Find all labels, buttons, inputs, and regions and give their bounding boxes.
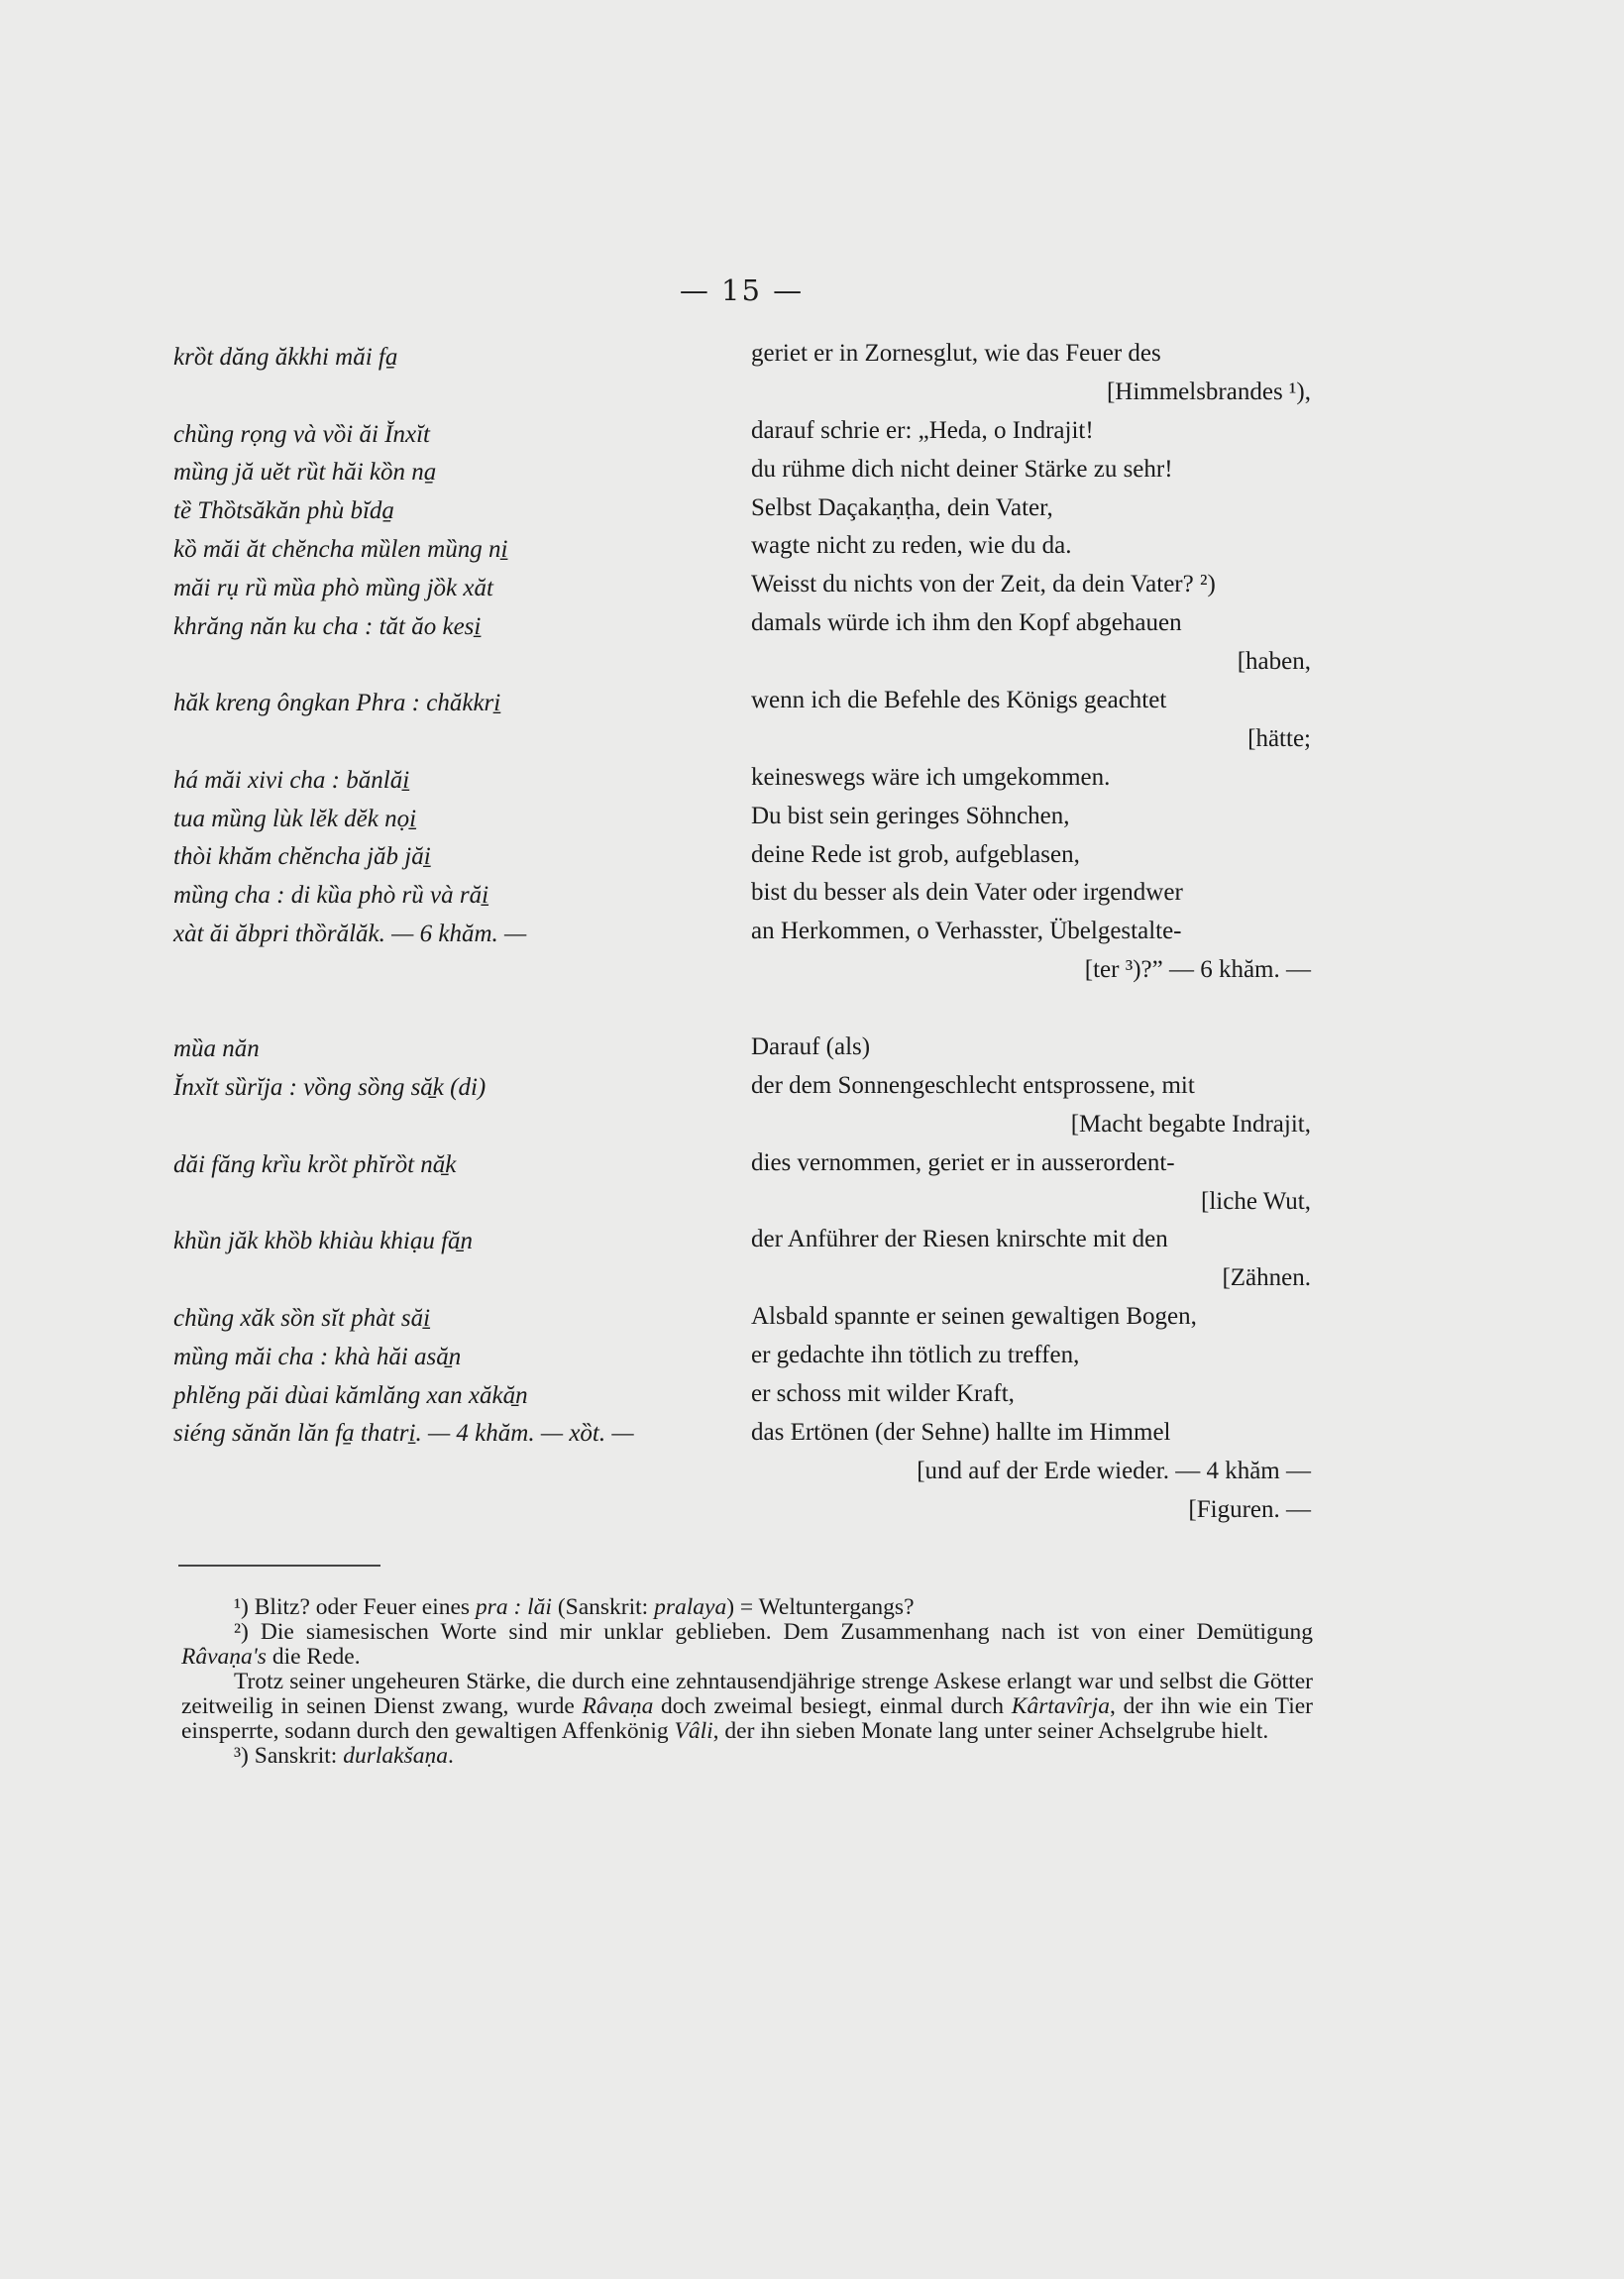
verse-line: Ĭnxĭt sȕrĭja : vȍng sȍng să̱k (di) bbox=[173, 1074, 487, 1102]
footnote-divider bbox=[178, 1565, 380, 1567]
verse-line: chȕng rọng và vȍi ăi Ĭnxĭt bbox=[173, 420, 430, 448]
footnote-term: Râvaṇa bbox=[582, 1693, 654, 1719]
translation-line: [liche Wut, bbox=[1201, 1187, 1311, 1215]
translation-line: [Himmelsbrandes ¹), bbox=[1106, 378, 1311, 405]
footnote-term: Râvaṇa's bbox=[181, 1644, 267, 1670]
translation-line: bist du besser als dein Vater oder irgendwer bbox=[751, 879, 1183, 907]
footnote-text: Blitz? oder Feuer eines bbox=[248, 1594, 476, 1620]
translation-line: er schoss mit wilder Kraft, bbox=[751, 1379, 1015, 1407]
footnote-3 bbox=[181, 1744, 1313, 1769]
verse-line: hăk kreng ôngkan Phra : chăkkri̱ bbox=[173, 690, 501, 717]
translation-line: Selbst Daçakaṇṭha, dein Vater, bbox=[751, 493, 1053, 521]
translation-line: dies vernommen, geriet er in ausserordent- bbox=[751, 1148, 1175, 1176]
footnote-text: Sanskrit: bbox=[248, 1743, 344, 1769]
translation-line: das Ertönen (der Sehne) hallte im Himmel bbox=[751, 1418, 1171, 1446]
translation-line: [hätte; bbox=[1247, 724, 1311, 752]
translation-line: darauf schrie er: „Heda, o Indrajit! bbox=[751, 416, 1094, 444]
verse-line: phlĕng păi dùai kămlăng xan xăkă̱n bbox=[173, 1381, 528, 1409]
translation-line: wenn ich die Befehle des Königs geachtet bbox=[751, 687, 1167, 714]
translation-line: Weisst du nichts von der Zeit, da dein Vater? ²) bbox=[751, 571, 1216, 598]
footnote-text: Trotz seiner ungeheuren Stärke, die durch eine zehntausendjährige strenge Askese erlangt war und selbst die Götter zeitweilig in seinen Dienst zwang, wurde bbox=[181, 1669, 1313, 1719]
german-translation-column bbox=[751, 335, 1311, 1530]
translation-line: [und auf der Erde wieder. — 4 khăm — bbox=[917, 1457, 1311, 1484]
footnotes bbox=[181, 1595, 1313, 1769]
footnote-term: durlakšaṇa bbox=[343, 1743, 448, 1769]
verse-line: mȕng jă uĕt rȕt hăi kȍn na̱ bbox=[173, 459, 437, 487]
footnote-text: ) = Weltuntergangs? bbox=[726, 1594, 915, 1620]
translation-line: keineswegs wäre ich umgekommen. bbox=[751, 763, 1111, 791]
footnote-text: (Sanskrit: bbox=[551, 1594, 655, 1620]
translation-line: [Figuren. — bbox=[1188, 1495, 1311, 1523]
translation-line: wagte nicht zu reden, wie du da. bbox=[751, 532, 1072, 560]
translation-line: deine Rede ist grob, aufgeblasen, bbox=[751, 840, 1080, 868]
verse-line: chȕng xăk sȍn sĭt phàt săi̱ bbox=[173, 1304, 431, 1332]
translation-line: Alsbald spannte er seinen gewaltigen Bogen, bbox=[751, 1303, 1197, 1331]
verse-line: há măi xivi cha : bănlăi̱ bbox=[173, 766, 410, 794]
footnote-mark: ¹) bbox=[234, 1594, 249, 1620]
verse-line: măi rụ rȕ mȕa phò mȕng jȍk xăt bbox=[173, 574, 493, 601]
verse-line: mȕa năn bbox=[173, 1035, 260, 1063]
verse-line: mȕng cha : di kȕa phò rȕ và răi̱ bbox=[173, 882, 489, 910]
verse-line: khrăng năn ku cha : tăt ăo kesi̱ bbox=[173, 612, 482, 640]
footnote-term: Kârtavîrja bbox=[1011, 1693, 1110, 1719]
verse-line: khȕn jăk khȍb khiàu khiạu fă̱n bbox=[173, 1228, 474, 1255]
translation-line: der Anführer der Riesen knirschte mit den bbox=[751, 1226, 1168, 1253]
footnote-text: die Rede. bbox=[266, 1644, 361, 1670]
verse-line: mȕng măi cha : khà hăi asă̱n bbox=[173, 1343, 462, 1370]
translation-line: [Zähnen. bbox=[1222, 1264, 1311, 1292]
verse-line: dăi făng krȉu krȍt phĭrȍt nă̱k bbox=[173, 1150, 457, 1178]
translation-line: damals würde ich ihm den Kopf abgehauen bbox=[751, 609, 1182, 637]
translation-line: an Herkommen, o Verhasster, Übelgestalte- bbox=[751, 918, 1182, 945]
siamese-text-column bbox=[173, 339, 728, 1454]
translation-line: Darauf (als) bbox=[751, 1032, 871, 1060]
verse-line: krȍt dăng ăkkhi măi fa̱ bbox=[173, 344, 398, 371]
translation-line: Du bist sein geringes Söhnchen, bbox=[751, 802, 1070, 829]
translation-line: [ter ³)?” — 6 khăm. — bbox=[1084, 956, 1311, 984]
footnote-mark: ³) bbox=[234, 1743, 249, 1769]
footnote-text: , der ihn wie ein Tier einsperrte, sodann durch den gewaltigen Affenkönig bbox=[181, 1693, 1313, 1744]
footnote-term: pralaya bbox=[654, 1594, 727, 1620]
translation-line: der dem Sonnengeschlecht entsprossene, mit bbox=[751, 1071, 1195, 1099]
verse-line: tȅ Thȍtsăkăn phù bĭda̱ bbox=[173, 497, 394, 525]
footnote-text: . bbox=[447, 1743, 454, 1769]
verse-line: xàt ăi ăbpri thȍrălăk. — 6 khăm. — bbox=[173, 920, 527, 947]
footnote-term: Vâli bbox=[674, 1718, 713, 1744]
translation-line: er gedachte ihn tötlich zu treffen, bbox=[751, 1342, 1080, 1369]
translation-line: [Macht begabte Indrajit, bbox=[1070, 1110, 1311, 1138]
translation-line: du rühme dich nicht deiner Stärke zu sehr! bbox=[751, 455, 1173, 483]
verse-line: thòi khăm chĕncha jăb jăi̱ bbox=[173, 843, 431, 871]
footnote-text: Die siamesischen Worte sind mir unklar geblieben. Dem Zusammenhang nach ist von einer Demütigung bbox=[248, 1619, 1313, 1645]
translation-line: [haben, bbox=[1237, 648, 1311, 676]
footnote-text: doch zweimal besiegt, einmal durch bbox=[653, 1693, 1012, 1719]
verse-line: tua mȕng lùk lĕk dĕk nọi̱ bbox=[173, 805, 417, 832]
footnote-1 bbox=[181, 1595, 1313, 1620]
footnote-term: pra : lăi bbox=[475, 1594, 552, 1620]
page-number: — 15 — bbox=[679, 273, 805, 307]
verse-line: siéng sănăn lăn fa̱ thatri̱. — 4 khăm. — xȍt. — bbox=[173, 1420, 634, 1448]
translation-line: geriet er in Zornesglut, wie das Feuer des bbox=[751, 340, 1161, 367]
footnote-text: , der ihn sieben Monate lang unter seiner Achselgrube hielt. bbox=[712, 1718, 1269, 1744]
footnote-2-continued bbox=[181, 1670, 1313, 1744]
footnote-mark: ²) bbox=[234, 1619, 249, 1645]
footnote-2 bbox=[181, 1620, 1313, 1670]
verse-line: kȍ măi ăt chĕncha mȕlen mȕng ni̱ bbox=[173, 535, 508, 563]
